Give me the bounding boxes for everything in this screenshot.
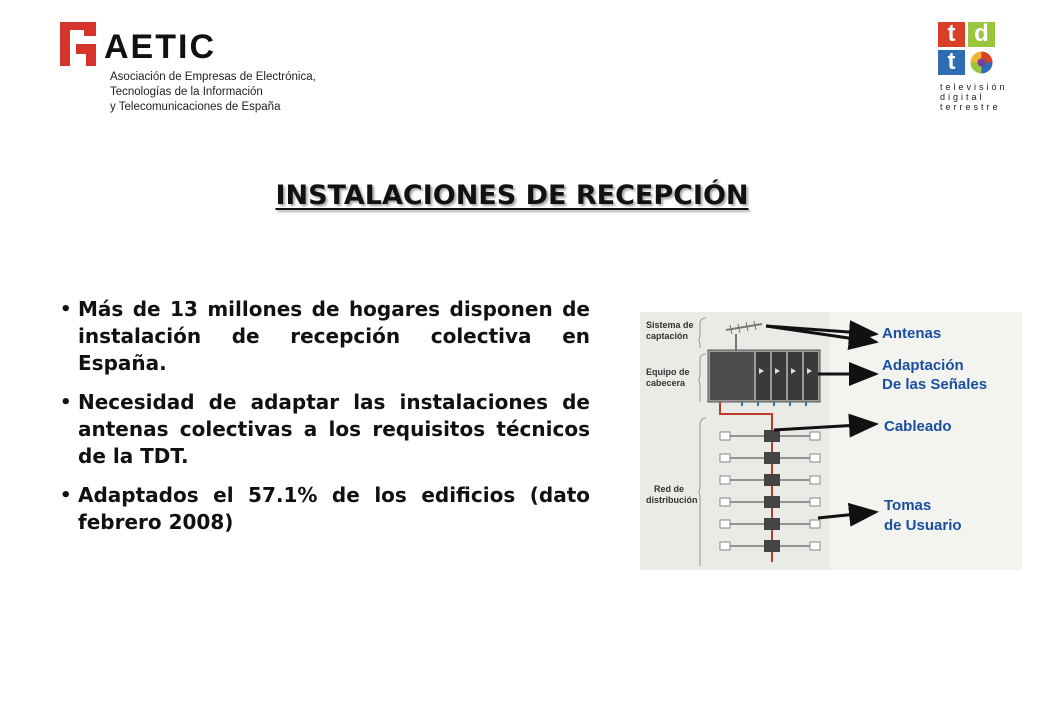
aetic-logo-mark	[60, 22, 100, 66]
bullet-item	[58, 296, 590, 377]
aetic-subtitle-line: Asociación de Empresas de Electrónica,	[110, 71, 316, 83]
tdt-letter-t2: t	[938, 50, 965, 75]
bullet-text: Más de 13 millones de hogares disponen de instalación de recepción colectiva en España.	[78, 297, 590, 375]
bullet-icon: •	[60, 299, 72, 320]
aetic-subtitle-line: Tecnologías de la Información	[110, 86, 263, 98]
section-label-captacion: captación	[646, 331, 689, 341]
tdt-letter-t: t	[938, 22, 965, 47]
section-label-distribucion: distribución	[646, 495, 698, 505]
tdt-word: televisión	[940, 82, 1008, 92]
section-label-cabecera: cabecera	[646, 378, 686, 388]
bullet-item	[58, 389, 590, 470]
aetic-subtitle	[110, 70, 316, 115]
tdt-logo	[938, 22, 1008, 122]
label-cableado: Cableado	[884, 418, 952, 435]
label-adaptacion: De las Señales	[882, 376, 988, 393]
aetic-subtitle-line: y Telecomunicaciones de España	[110, 101, 281, 113]
bullet-icon: •	[60, 485, 72, 506]
section-label-distribucion: Red de	[654, 484, 685, 494]
bullet-item	[58, 482, 590, 536]
tdt-swirl-icon	[968, 50, 995, 75]
headend-equipment	[708, 350, 820, 406]
aetic-name: AETIC	[104, 28, 216, 66]
bullet-text: Adaptados el 57.1% de los edificios (dato febrero 2008)	[78, 483, 590, 534]
label-antenas: Antenas	[882, 325, 942, 342]
tdt-word: terrestre	[940, 102, 1001, 112]
tdt-word: digital	[940, 92, 985, 102]
bullet-text: Necesidad de adaptar las instalaciones de antenas colectivas a los requisitos técnicos de la TDT.	[78, 390, 590, 468]
label-adaptacion: Adaptación	[882, 357, 964, 374]
tdt-letter-d: d	[968, 22, 995, 47]
label-tomas: Tomas	[884, 497, 932, 514]
bullet-list	[58, 296, 590, 548]
tdt-words	[940, 82, 1008, 112]
reception-diagram	[640, 312, 1022, 570]
bullet-icon: •	[60, 392, 72, 413]
section-label-captacion: Sistema de	[646, 320, 694, 330]
tdt-logo-grid	[938, 22, 998, 78]
aetic-logo	[60, 22, 320, 112]
reception-diagram-svg	[640, 312, 1022, 570]
section-label-cabecera: Equipo de	[646, 367, 690, 377]
label-tomas: de Usuario	[884, 517, 962, 534]
slide-title: INSTALACIONES DE RECEPCIÓN	[275, 180, 749, 211]
